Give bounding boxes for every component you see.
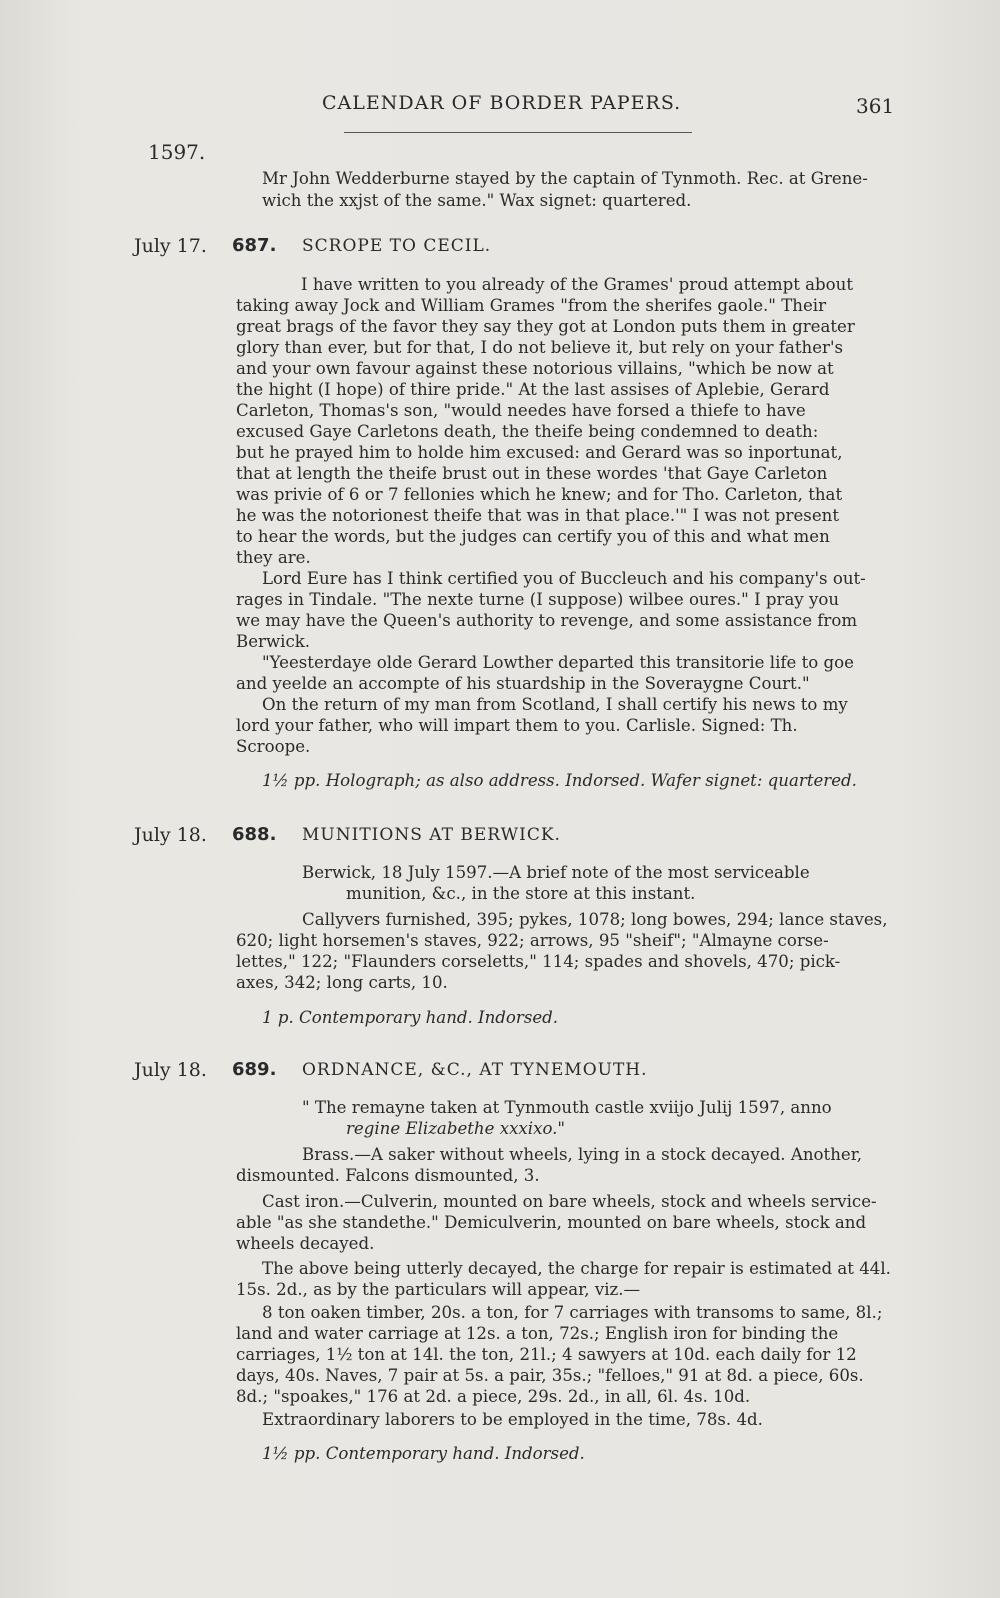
body-line: able "as she standethe." Demiculverin, mounted on bare wheels, stock and [236,1213,867,1232]
body-line: Berwick, 18 July 1597.—A brief note of the most serviceable [302,863,810,882]
body-line: Brass.—A saker without wheels, lying in a stock decayed. Another, [302,1145,863,1164]
body-line: lettes," 122; "Flaunders corseletts," 114; spades and shovels, 470; pick- [236,952,841,971]
body-line: Lord Eure has I think certified you of Buccleuch and his company's out- [262,569,866,588]
entry-footer: 1½ pp. Contemporary hand. Indorsed. [262,1444,585,1463]
body-line: On the return of my man from Scotland, I shall certify his news to my [262,695,848,714]
intro-line: wich the xxjst of the same." Wax signet: quartered. [262,191,692,210]
body-line: I have written to you already of the Grames' proud attempt about [301,275,854,294]
entry-title: MUNITIONS AT BERWICK. [302,825,561,845]
body-line: they are. [236,548,311,567]
body-line: The above being utterly decayed, the charge for repair is estimated at 44l. [262,1259,891,1278]
body-line: 15s. 2d., as by the particulars will appear, viz.— [236,1280,641,1299]
body-line: he was the notorionest theife that was in that place.'" I was not present [236,506,839,525]
body-line: rages in Tindale. "The nexte turne (I suppose) wilbee oures." I pray you [236,590,840,609]
entry-number: 689. [232,1059,277,1080]
body-line: 620; light horsemen's staves, 922; arrows, 95 "sheif"; "Almayne corse- [236,931,829,950]
entry-date: July 17. [134,235,207,257]
body-line: the hight (I hope) of thire pride." At the last assises of Aplebie, Gerard [236,380,830,399]
header-rule [344,132,692,133]
body-line: carriages, 1½ ton at 14l. the ton, 21l.; 4 sawyers at 10d. each daily for 12 [236,1345,857,1364]
body-line: "Yeesterdaye olde Gerard Lowther departed this transitorie life to goe [262,653,854,672]
body-line: 8 ton oaken timber, 20s. a ton, for 7 carriages with transoms to same, 8l.; [262,1303,883,1322]
body-line: Extraordinary laborers to be employed in the time, 78s. 4d. [262,1410,763,1429]
body-line: and yeelde an accompte of his stuardship in the Soveraygne Court." [236,674,810,693]
body-line: axes, 342; long carts, 10. [236,973,448,992]
body-line: days, 40s. Naves, 7 pair at 5s. a pair, 35s.; "felloes," 91 at 8d. a piece, 60s. [236,1366,864,1385]
entry-number: 687. [232,235,277,256]
margin-year: 1597. [148,140,206,164]
body-line: lord your father, who will impart them to you. Carlisle. Signed: Th. [236,716,798,735]
body-line: " The remayne taken at Tynmouth castle xviijo Julij 1597, anno [302,1098,832,1117]
body-line: glory than ever, but for that, I do not believe it, but rely on your father's [236,338,844,357]
entry-footer: 1½ pp. Holograph; as also address. Indorsed. Wafer signet: quartered. [262,771,857,790]
body-line: 8d.; "spoakes," 176 at 2d. a piece, 29s. 2d., in all, 6l. 4s. 10d. [236,1387,751,1406]
entry-date: July 18. [134,1059,207,1081]
body-line: Cast iron.—Culverin, mounted on bare wheels, stock and wheels service- [262,1192,877,1211]
body-line: Carleton, Thomas's son, "would needes have forsed a thiefe to have [236,401,806,420]
body-line: was privie of 6 or 7 fellonies which he knew; and for Tho. Carleton, that [236,485,843,504]
body-line: Scroope. [236,737,311,756]
body-line: taking away Jock and William Grames "from the sherifes gaole." Their [236,296,827,315]
body-line: great brags of the favor they say they got at London puts them in greater [236,317,855,336]
entry-footer: 1 p. Contemporary hand. Indorsed. [262,1008,559,1027]
body-line: munition, &c., in the store at this instant. [346,884,696,903]
body-line: wheels decayed. [236,1234,375,1253]
body-line: to hear the words, but the judges can certify you of this and what men [236,527,830,546]
body-line: dismounted. Falcons dismounted, 3. [236,1166,540,1185]
entry-title: ORDNANCE, &C., AT TYNEMOUTH. [302,1060,648,1080]
intro-line: Mr John Wedderburne stayed by the captain of Tynmoth. Rec. at Grene- [262,169,868,188]
body-line: Callyvers furnished, 395; pykes, 1078; long bowes, 294; lance staves, [302,910,888,929]
body-line: we may have the Queen's authority to revenge, and some assistance from [236,611,858,630]
body-line: regine Elizabethe xxxixo." [346,1119,566,1138]
body-line: that at length the theife brust out in these wordes 'that Gaye Carleton [236,464,828,483]
body-line: but he prayed him to holde him excused: and Gerard was so inportunat, [236,443,843,462]
entry-date: July 18. [134,824,207,846]
entry-number: 688. [232,824,277,845]
body-line: land and water carriage at 12s. a ton, 72s.; English iron for binding the [236,1324,839,1343]
running-header: CALENDAR OF BORDER PAPERS. [322,92,682,114]
body-line: Berwick. [236,632,311,651]
body-line: excused Gaye Carletons death, the theife being condemned to death: [236,422,819,441]
body-line: and your own favour against these notorious villains, "which be now at [236,359,834,378]
entry-title: SCROPE TO CECIL. [302,236,492,256]
page-number: 361 [856,94,895,118]
